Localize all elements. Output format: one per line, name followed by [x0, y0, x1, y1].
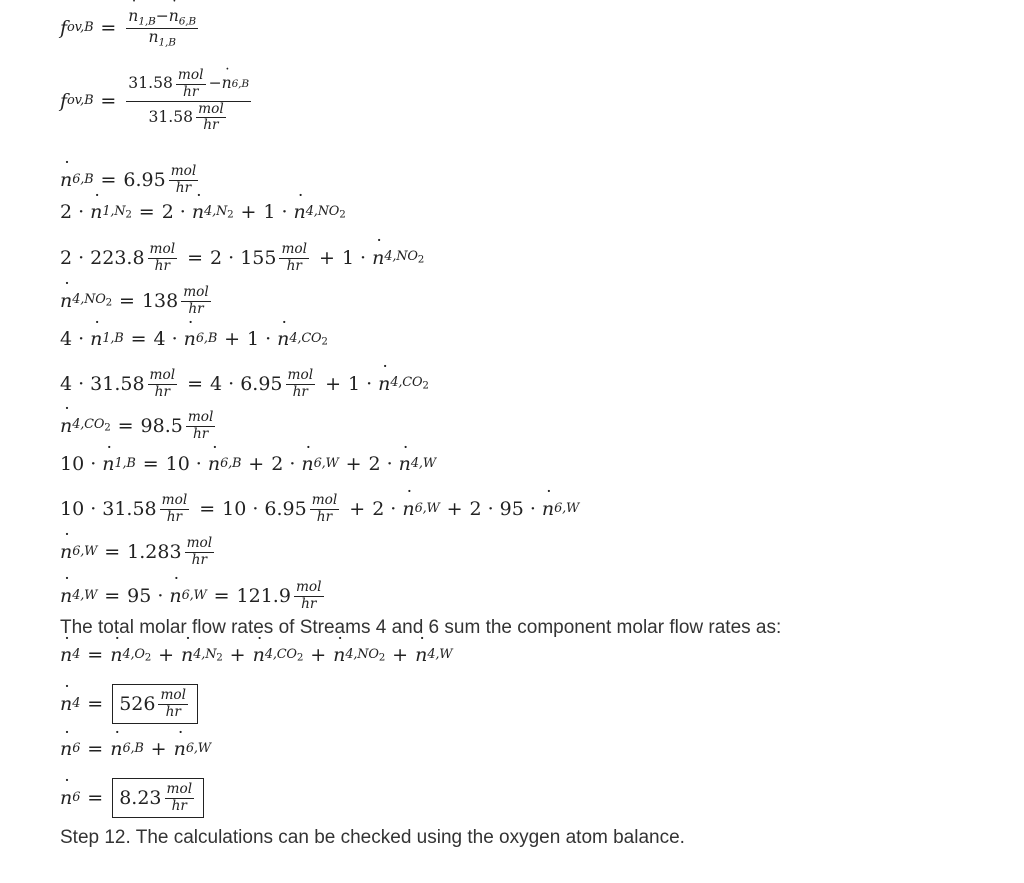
value: 98.5	[140, 414, 183, 437]
dot-operator: ·	[529, 497, 536, 520]
plus-sign: +	[158, 644, 175, 666]
coefficient: 1	[263, 201, 276, 223]
subscript-inner: 2	[339, 208, 346, 221]
dot-operator: ·	[265, 328, 272, 350]
n-dot-symbol: ˙ n	[174, 740, 186, 759]
coefficient: 2	[210, 246, 223, 269]
value: 121.9	[236, 584, 291, 607]
coefficient: 4	[153, 328, 166, 350]
plus-sign: +	[319, 246, 335, 269]
fov-subscript: ov,B	[67, 19, 94, 35]
coefficient: 2	[161, 201, 174, 223]
subscript-main: 4,NO	[345, 646, 379, 662]
plus-sign: +	[349, 497, 366, 520]
n-dot-symbol: ˙ n	[110, 646, 122, 665]
unit-numerator: mol	[166, 781, 193, 797]
unit-numerator: mol	[187, 409, 214, 425]
subscript-main: 4,CO	[264, 646, 297, 662]
equals-sign: =	[87, 786, 104, 809]
equals-sign: =	[100, 89, 117, 112]
total-flow-intro-text: The total molar flow rates of Streams 4 and 6 sum the component molar flow rates as:	[60, 617, 782, 638]
n-dot-symbol: ˙ n	[402, 500, 414, 519]
n-dot-symbol: ˙ n	[253, 646, 265, 665]
plus-sign: +	[310, 644, 327, 666]
coefficient: 10	[165, 453, 190, 475]
unit-numerator: mol	[170, 163, 197, 179]
subscript: 6	[72, 741, 81, 757]
step-12-text: Step 12. The calculations can be checked using the oxygen atom balance.	[60, 827, 685, 848]
unit-numerator: mol	[295, 579, 322, 595]
coefficient: 1	[247, 328, 260, 350]
n-dot-symbol: ˙ n	[192, 203, 204, 222]
unit-fraction	[310, 493, 340, 525]
equals-sign: =	[87, 738, 104, 760]
n6w-result-equation	[60, 536, 217, 568]
coefficient: 1	[341, 246, 355, 269]
n-dot-symbol: ˙ n	[110, 740, 122, 759]
subscript-main: 4,NO	[384, 249, 418, 265]
subscript: 1,B	[114, 456, 136, 472]
subscript: 4,W	[72, 587, 98, 603]
unit-denominator: hr	[166, 508, 183, 525]
n-dot-symbol: ˙ n	[60, 740, 72, 759]
n-dot-symbol: ˙ n	[294, 203, 306, 222]
subscript-main: 4,N	[193, 646, 217, 662]
subscript-main: 4,CO	[72, 417, 105, 433]
dot-operator: ·	[386, 453, 393, 475]
subscript	[72, 419, 110, 433]
coefficient: 1	[348, 372, 361, 395]
subscript: 1,B	[102, 331, 124, 347]
coefficient: 2	[372, 497, 385, 520]
coefficient: 4	[60, 328, 73, 350]
subscript: 6,B	[231, 78, 249, 91]
unit-fraction	[186, 410, 216, 442]
plus-sign: +	[446, 497, 463, 520]
n6-sum-equation	[60, 740, 211, 759]
unit-denominator: hr	[286, 257, 302, 274]
plus-sign: +	[248, 453, 265, 475]
subscript	[264, 646, 304, 664]
dot-operator: ·	[78, 328, 85, 350]
unit-numerator: mol	[198, 100, 224, 117]
n-dot-symbol: ˙ n	[60, 543, 72, 562]
subscript-main: 4,O	[122, 646, 145, 662]
subscript	[305, 203, 346, 221]
value: 6.95	[123, 168, 166, 191]
n-dot-symbol: ˙ n	[301, 455, 313, 474]
subscript-inner: 2	[104, 421, 111, 434]
subscript-inner: 2	[378, 651, 386, 664]
n-dot-symbol: ˙ n	[60, 417, 72, 436]
value: 6.95	[264, 497, 307, 520]
fov-symbol: f	[60, 89, 68, 112]
plus-sign: +	[240, 201, 257, 223]
n6-result-equation	[60, 778, 204, 818]
subscript-inner: 2	[144, 651, 152, 664]
fov-substituted-equation	[60, 68, 254, 134]
dot-operator: ·	[78, 246, 85, 269]
dot-operator: ·	[78, 201, 85, 223]
dot-operator: ·	[171, 328, 178, 350]
n-dot-symbol: ˙ n	[222, 75, 232, 93]
plus-sign: +	[229, 644, 246, 666]
unit-numerator: mol	[149, 241, 176, 257]
dot-operator: ·	[90, 497, 97, 520]
n-dot-symbol: ˙ n	[208, 455, 220, 474]
n-dot-symbol: ˙ n	[372, 249, 384, 268]
hydrogen-balance-equation	[60, 455, 436, 474]
coefficient: 2	[60, 201, 73, 223]
unit-numerator: mol	[287, 367, 314, 383]
dot-operator: ·	[228, 246, 235, 269]
unit-numerator: mol	[311, 492, 338, 508]
unit-denominator: hr	[171, 797, 187, 814]
value: 1.283	[127, 540, 182, 563]
equals-sign: =	[104, 584, 121, 607]
subscript: 6,W	[72, 543, 98, 559]
subscript: 4,W	[410, 456, 436, 472]
equals-sign: =	[87, 692, 104, 715]
coefficient: 95	[127, 584, 152, 607]
unit-denominator: hr	[175, 179, 192, 196]
dot-operator: ·	[281, 201, 288, 223]
carbon-balance-substituted	[60, 368, 429, 400]
unit-fraction	[160, 493, 190, 525]
n4w-result-equation	[60, 580, 327, 612]
fov-numerator	[126, 8, 198, 29]
fov-definition-equation	[60, 8, 201, 48]
equals-sign: =	[213, 584, 230, 607]
n-dot-symbol: ˙ n	[60, 789, 72, 808]
coefficient: 10	[60, 497, 85, 520]
subscript: 4	[72, 695, 81, 711]
n-dot-symbol: ˙ n	[60, 171, 72, 190]
subscript-main: 4,NO	[72, 292, 106, 308]
unit-denominator: hr	[192, 425, 209, 442]
n-dot-symbol: ˙ n	[542, 500, 554, 519]
subscript-main: 4,N	[204, 203, 228, 219]
dot-operator: ·	[78, 372, 85, 395]
subscript-main: 4,CO	[289, 330, 322, 346]
unit-denominator: hr	[316, 508, 333, 525]
nitrogen-balance-substituted	[60, 242, 424, 274]
dot-operator: ·	[195, 453, 202, 475]
subscript-inner: 2	[422, 379, 429, 392]
n-dot-symbol: ˙ n	[60, 646, 72, 665]
subscript: 6	[72, 789, 81, 805]
carbon-balance-equation	[60, 330, 328, 349]
fov-sub-denominator	[146, 102, 230, 135]
subscript-inner: 2	[417, 253, 425, 266]
n-dot-symbol: ˙ n	[90, 203, 102, 222]
dot-operator: ·	[157, 584, 164, 607]
n-dot-symbol: ˙ n	[60, 695, 72, 714]
unit-denominator: hr	[301, 595, 317, 612]
n4-sum-equation	[60, 646, 452, 665]
fov-sub-fraction	[126, 68, 251, 134]
coefficient: 2	[368, 453, 381, 475]
dot-operator: ·	[90, 453, 97, 475]
n6b-result-equation	[60, 164, 201, 196]
n-dot-symbol: ˙ n	[90, 330, 102, 349]
plus-sign: +	[345, 453, 362, 475]
equals-sign: =	[138, 201, 155, 223]
subscript-inner: 2	[125, 208, 132, 221]
unit-fraction	[294, 580, 324, 612]
subscript-inner: 2	[216, 651, 223, 664]
coefficient: 2	[60, 246, 73, 269]
unit-numerator: mol	[161, 492, 188, 508]
n-dot-symbol: ˙ n	[60, 292, 72, 311]
unit-fraction	[165, 782, 195, 814]
subscript: 6,W	[185, 741, 211, 757]
n-dot-symbol: ˙ n	[333, 646, 345, 665]
subscript: 4	[72, 647, 81, 663]
dot-operator: ·	[228, 372, 235, 395]
subscript: 6,W	[313, 456, 339, 472]
unit-denominator: hr	[183, 83, 199, 100]
unit-fraction	[148, 368, 178, 400]
subscript	[102, 203, 132, 221]
unit-fraction	[148, 242, 178, 274]
value: 31.58	[90, 372, 145, 395]
plus-sign: +	[392, 644, 409, 666]
n-dot-symbol: ˙ n	[399, 455, 411, 474]
subscript-inner: 2	[321, 335, 328, 348]
subscript: 6,B	[122, 741, 144, 757]
value: 155	[240, 246, 277, 269]
dot-operator: ·	[390, 497, 397, 520]
subscript	[193, 646, 223, 664]
n-dot-symbol: ˙ n	[102, 455, 114, 474]
subscript-main: 4,CO	[390, 375, 423, 391]
subscript: 6,B	[195, 331, 218, 347]
dot-operator: ·	[366, 372, 373, 395]
equals-sign: =	[100, 168, 117, 191]
unit-fraction	[181, 285, 211, 317]
subscript	[345, 646, 386, 664]
value: 31.58	[128, 74, 173, 93]
subscript: 6,W	[181, 587, 207, 603]
subscript: 6,B	[72, 171, 94, 187]
coefficient: 10	[222, 497, 247, 520]
n4-no2-result-equation	[60, 285, 214, 317]
subscript	[384, 251, 424, 265]
equals-sign: =	[117, 414, 134, 437]
equals-sign: =	[130, 328, 147, 350]
unit-numerator: mol	[149, 367, 176, 383]
subscript	[390, 377, 428, 391]
minus-sign: −	[208, 74, 222, 93]
n4-boxed-answer	[112, 684, 198, 724]
n-dot-symbol: ˙ n	[277, 330, 289, 349]
equals-sign: =	[187, 372, 204, 395]
value: 8.23	[119, 786, 162, 809]
unit-numerator: mol	[281, 241, 308, 257]
subscript	[122, 646, 152, 664]
unit-fraction	[286, 368, 316, 400]
coefficient: 4	[60, 372, 73, 395]
unit-denominator: hr	[154, 257, 170, 274]
n-dot-symbol: ˙ n	[184, 330, 196, 349]
coefficient: 4	[210, 372, 223, 395]
plus-sign: +	[325, 372, 341, 395]
plus-sign: +	[150, 738, 167, 760]
n-dot-symbol: ˙ n	[60, 587, 72, 606]
nitrogen-balance-equation	[60, 203, 346, 222]
subscript-main: 4,NO	[305, 203, 340, 219]
unit-fraction	[185, 536, 215, 568]
unit-numerator: mol	[183, 284, 209, 300]
coefficient: 95	[499, 497, 524, 520]
unit-denominator: hr	[188, 300, 204, 317]
unit-denominator: hr	[154, 383, 170, 400]
unit-fraction	[196, 102, 226, 135]
unit-numerator: mol	[186, 535, 213, 551]
dot-operator: ·	[252, 497, 259, 520]
value: 6.95	[240, 372, 283, 395]
n-dot-symbol: ˙ n	[415, 646, 427, 665]
fov-symbol: f	[60, 16, 68, 39]
value: 31.58	[148, 107, 194, 126]
fov-subscript: ov,B	[67, 92, 94, 108]
equals-sign: =	[100, 16, 117, 39]
unit-denominator: hr	[191, 551, 208, 568]
n-dot-symbol: ˙ n	[378, 375, 390, 394]
unit-fraction	[158, 688, 188, 720]
subscript: 6,B	[220, 456, 242, 472]
coefficient: 2	[469, 497, 482, 520]
hydrogen-balance-substituted	[60, 493, 579, 525]
dot-operator: ·	[289, 453, 296, 475]
fov-denominator	[146, 29, 177, 49]
equals-sign: =	[142, 453, 159, 475]
equals-sign: =	[104, 540, 121, 563]
minus-sign: −	[155, 7, 169, 25]
subscript: 6,B	[178, 15, 197, 28]
n6-boxed-answer	[112, 778, 204, 818]
equals-sign: =	[187, 246, 204, 269]
dot-operator: ·	[179, 201, 186, 223]
unit-denominator: hr	[165, 703, 181, 720]
subscript	[72, 294, 112, 308]
subscript-inner: 2	[296, 651, 304, 664]
value: 138	[141, 289, 179, 312]
coefficient: 2	[271, 453, 284, 475]
unit-fraction	[279, 242, 309, 274]
unit-fraction	[176, 68, 206, 101]
unit-denominator: hr	[292, 383, 308, 400]
equals-sign: =	[87, 644, 104, 666]
dot-operator: ·	[487, 497, 494, 520]
subscript-inner: 2	[227, 208, 234, 221]
n-dot-symbol: ˙ n	[169, 8, 179, 26]
fov-fraction	[126, 8, 198, 48]
value: 31.58	[102, 497, 157, 520]
n4-result-equation	[60, 684, 198, 724]
subscript-main: 1,N	[102, 203, 126, 219]
n4-co2-result-equation	[60, 410, 218, 442]
n-dot-symbol: ˙ n	[181, 646, 193, 665]
subscript	[204, 203, 234, 221]
n-dot-symbol: ˙ n	[148, 29, 158, 47]
value: 223.8	[90, 246, 145, 269]
subscript	[289, 330, 328, 348]
fov-sub-numerator	[126, 68, 251, 102]
subscript: 1,B	[158, 35, 176, 48]
subscript: 6,W	[414, 500, 440, 516]
coefficient: 10	[60, 453, 85, 475]
equals-sign: =	[199, 497, 216, 520]
plus-sign: +	[224, 328, 241, 350]
unit-denominator: hr	[203, 117, 219, 134]
unit-numerator: mol	[177, 67, 204, 83]
unit-numerator: mol	[160, 687, 187, 703]
subscript: 4,W	[427, 647, 453, 663]
subscript-inner: 2	[105, 296, 113, 309]
dot-operator: ·	[360, 246, 367, 269]
subscript: 1,B	[138, 15, 156, 28]
value: 526	[119, 692, 156, 715]
equals-sign: =	[119, 289, 135, 312]
n-dot-symbol: ˙ n	[128, 8, 138, 26]
n-dot-symbol: ˙ n	[169, 587, 181, 606]
subscript: 6,W	[554, 500, 580, 516]
